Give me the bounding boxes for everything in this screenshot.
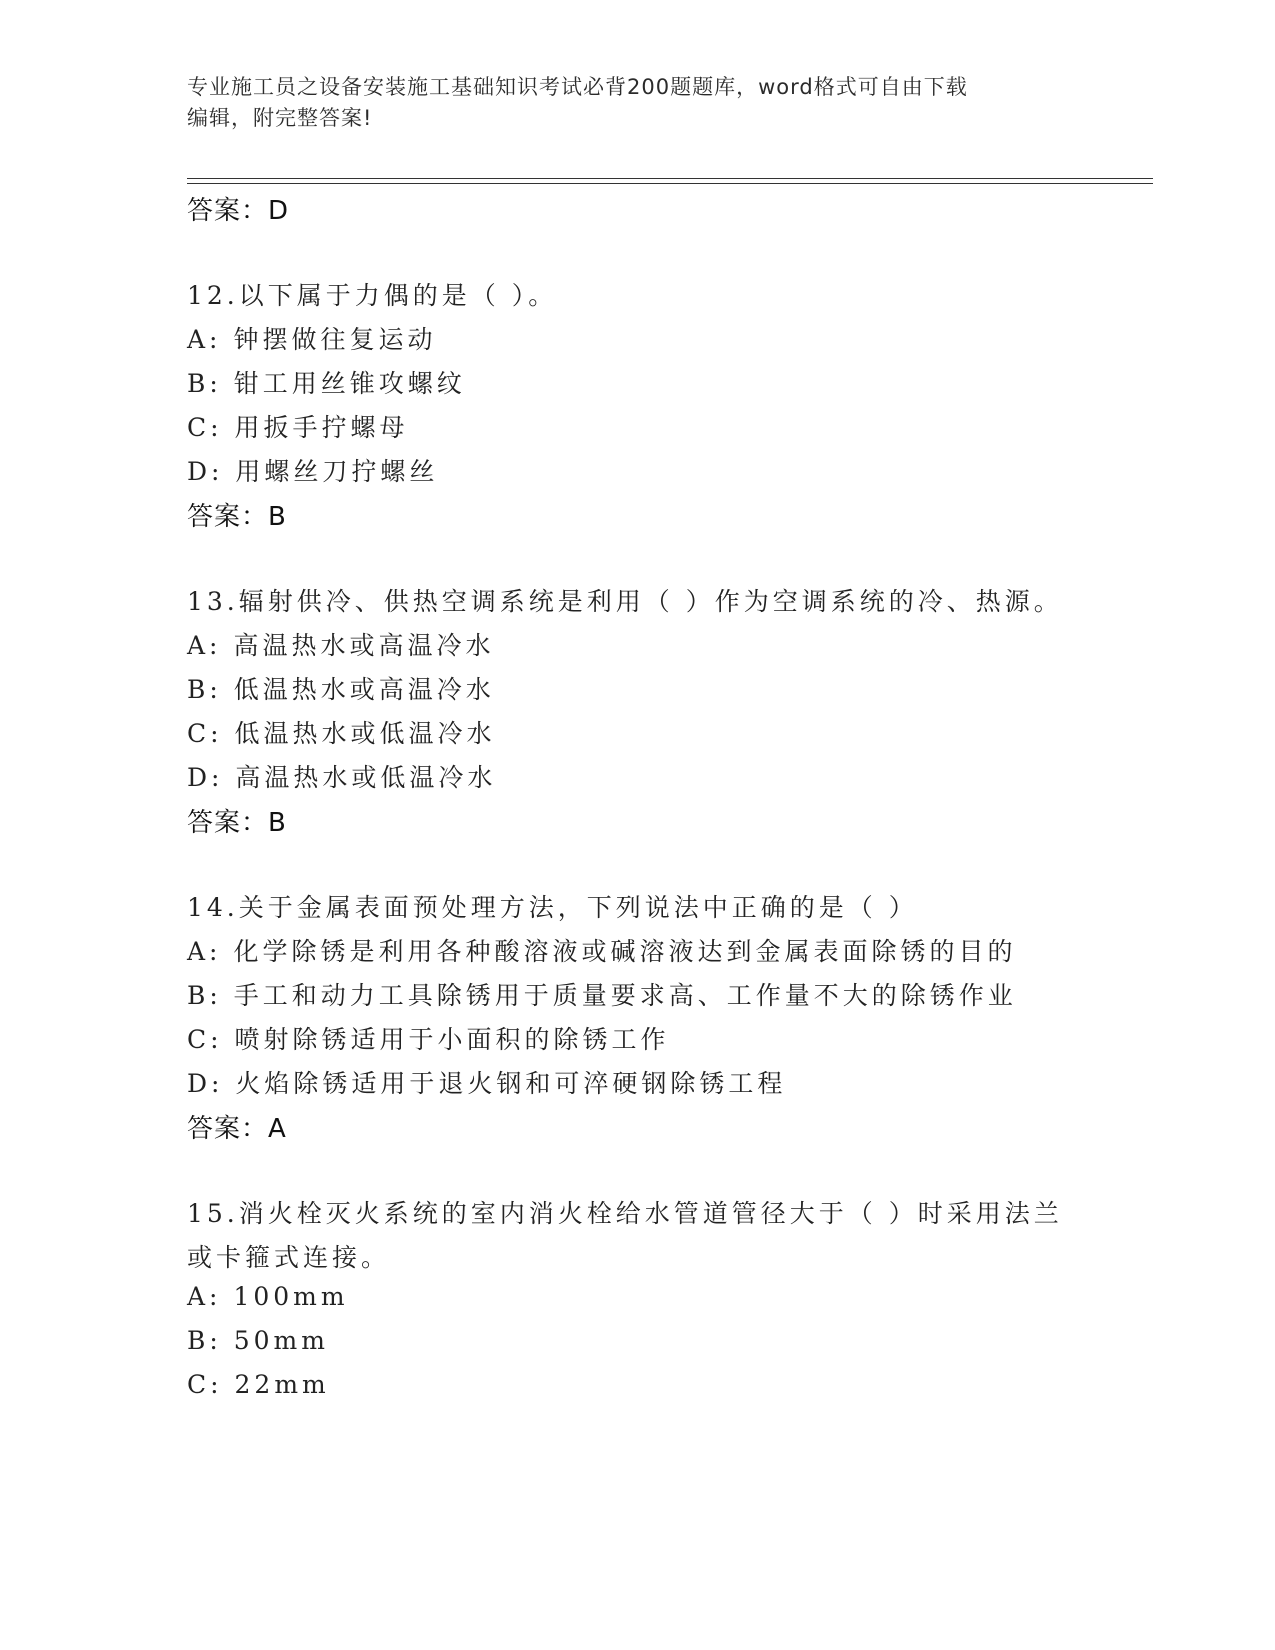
option-letter: C: — [187, 719, 223, 748]
option-text: 手工和动力工具除锈用于质量要求高、工作量不大的除锈作业 — [233, 981, 1017, 1010]
option-text: 22mm — [234, 1370, 330, 1399]
question-number: 13. — [187, 587, 239, 616]
option-text: 火焰除锈适用于退火钢和可淬硬钢除锈工程 — [235, 1069, 787, 1098]
option-letter: C: — [187, 413, 223, 442]
option-c — [187, 1370, 330, 1399]
option-letter: D: — [187, 1069, 224, 1098]
header-line-1: 专业施工员之设备安装施工基础知识考试必背200题题库，word格式可自由下载 — [187, 75, 968, 99]
option-text: 用扳手拧螺母 — [234, 413, 409, 442]
option-b — [187, 670, 495, 706]
question-number: 12. — [187, 281, 239, 310]
answer-label: 答案： — [187, 1114, 269, 1144]
answer-label: 答案： — [187, 808, 269, 838]
option-text: 50mm — [233, 1326, 329, 1355]
question-text: 消火栓灭火系统的室内消火栓给水管道管径大于（ ）时采用法兰 — [238, 1199, 1063, 1228]
option-d — [187, 1064, 786, 1100]
document-header — [187, 72, 1067, 134]
header-divider-bottom — [187, 183, 1153, 184]
option-b — [187, 1326, 329, 1355]
option-letter: B: — [187, 1326, 222, 1355]
option-a — [187, 932, 1016, 968]
question-text: 关于金属表面预处理方法，下列说法中正确的是（ ） — [238, 893, 918, 922]
question-stem — [187, 582, 1063, 618]
question-text: 辐射供冷、供热空调系统是利用（ ）作为空调系统的冷、热源。 — [238, 587, 1063, 616]
option-text: 100mm — [233, 1282, 349, 1311]
option-letter: A: — [187, 937, 222, 966]
option-a — [187, 320, 436, 356]
option-letter: B: — [187, 675, 222, 704]
option-text: 钟摆做往复运动 — [233, 325, 437, 354]
option-text: 钳工用丝锥攻螺纹 — [233, 369, 466, 398]
option-text: 高温热水或高温冷水 — [233, 631, 495, 660]
option-text: 喷射除锈适用于小面积的除锈工作 — [234, 1025, 670, 1054]
option-letter: A: — [187, 631, 222, 660]
option-letter: B: — [187, 981, 222, 1010]
question-stem — [187, 888, 918, 924]
option-letter: C: — [187, 1025, 223, 1054]
option-a — [187, 1282, 349, 1311]
answer-value: A — [268, 1114, 287, 1144]
option-letter: D: — [187, 763, 224, 792]
option-d — [187, 452, 438, 488]
answer-line — [187, 496, 287, 533]
question-stem-continued — [187, 1238, 390, 1274]
option-letter: B: — [187, 369, 222, 398]
option-text: 用螺丝刀拧螺丝 — [235, 457, 439, 486]
answer-value: D — [268, 196, 290, 226]
option-text: 化学除锈是利用各种酸溶液或碱溶液达到金属表面除锈的目的 — [233, 937, 1017, 966]
answer-line — [187, 190, 289, 227]
answer-label: 答案： — [187, 196, 269, 226]
option-d — [187, 758, 496, 794]
question-stem — [187, 1194, 1063, 1230]
question-number: 15. — [187, 1199, 239, 1228]
option-letter: D: — [187, 457, 224, 486]
option-text: 高温热水或低温冷水 — [235, 763, 497, 792]
question-stem — [187, 276, 557, 312]
option-c — [187, 1020, 670, 1056]
option-a — [187, 626, 494, 662]
question-number: 14. — [187, 893, 239, 922]
option-c — [187, 714, 496, 750]
answer-line — [187, 802, 287, 839]
answer-value: B — [268, 502, 287, 532]
answer-line — [187, 1108, 287, 1145]
option-c — [187, 408, 409, 444]
option-b — [187, 976, 1017, 1012]
question-text: 以下属于力偶的是（ ）。 — [238, 281, 558, 310]
option-letter: C: — [187, 1370, 223, 1399]
option-letter: A: — [187, 1282, 222, 1311]
question-text: 或卡箍式连接。 — [187, 1243, 391, 1272]
header-line-2: 编辑，附完整答案! — [187, 106, 373, 130]
answer-label: 答案： — [187, 502, 269, 532]
option-text: 低温热水或低温冷水 — [234, 719, 496, 748]
header-divider-top — [187, 178, 1153, 179]
option-letter: A: — [187, 325, 222, 354]
answer-value: B — [268, 808, 287, 838]
option-b — [187, 364, 466, 400]
option-text: 低温热水或高温冷水 — [233, 675, 495, 704]
